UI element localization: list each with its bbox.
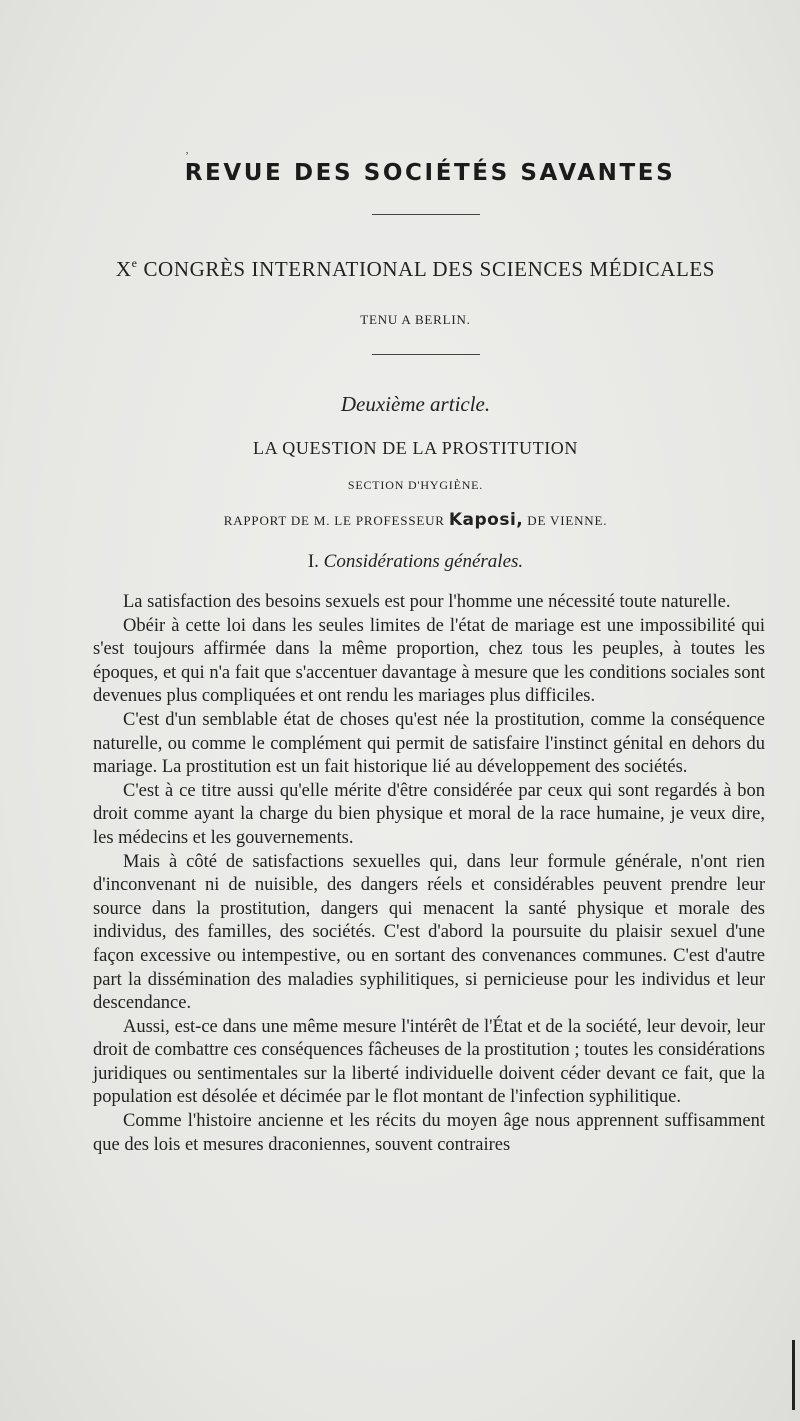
article-installment: Deuxième article. bbox=[340, 392, 491, 416]
paragraph: Mais à côté de satisfactions sexuelles qui, dans leur formule générale, n'ont rien d'inconvenant ni de nuisible, des dangers réels et considérables peuvent prendre leur source dans la prostitution, dangers qui menacent la santé physique et morale des individus, des familles, des sociétés. C'est d'abord la poursuite du plaisir sexuel d'une façon excessive ou intempestive, ou en sortant des convenances communes. C'est d'autre part la dissémination des maladies syphilitiques, si pernicieuse pour les individus et leur descendance. bbox=[93, 851, 765, 1014]
paragraph: Comme l'histoire ancienne et les récits du moyen âge nous apprennent suffisamment que des lois et mesures draconiennes, souvent contraires bbox=[93, 1111, 765, 1155]
rule-divider bbox=[372, 214, 480, 215]
journal-title: REVUE DES SOCIÉTÉS SAVANTES bbox=[184, 160, 676, 186]
section-label: SECTION D'HYGIÈNE. bbox=[347, 478, 484, 492]
stray-mark: ‚ bbox=[185, 142, 189, 156]
paragraph: La satisfaction des besoins sexuels est pour l'homme une nécessité toute naturelle. bbox=[123, 592, 731, 612]
report-suffix: DE VIENNE. bbox=[527, 513, 608, 528]
part-heading bbox=[93, 551, 738, 573]
rule-divider bbox=[372, 354, 480, 355]
paragraph: C'est à ce titre aussi qu'elle mérite d'être considérée par ceux qui sont regardés à bon droit comme ayant la charge du bien physique et moral de la race humaine, je veux dire, les médecins et les gouvernements. bbox=[93, 780, 765, 848]
page-edge-mark bbox=[792, 1340, 795, 1410]
article-body bbox=[93, 591, 765, 1157]
paragraph: Aussi, est-ce dans une même mesure l'intérêt de l'État et de la société, leur devoir, leur droit de combattre ces conséquences fâcheuses de la prostitution ; toutes les considérations juridiques ou sentimentales sur la liberté individuelle doivent céder devant ce fait, que la population est désolée et décimée par le flot montant de l'infection syphilitique. bbox=[93, 1016, 765, 1108]
congress-location: TENU A BERLIN. bbox=[360, 312, 471, 327]
congress-name: CONGRÈS INTERNATIONAL DES SCIENCES MÉDICALES bbox=[143, 257, 716, 281]
report-prefix: RAPPORT DE M. LE PROFESSEUR bbox=[223, 513, 445, 528]
author-name: Kaposi, bbox=[448, 510, 524, 530]
paragraph: C'est d'un semblable état de choses qu'est née la prostitution, comme la conséquence naturelle, ou comme le complément qui permit de satisfaire l'instinct génital en dehors du mariage. La prostitution est un fait historique lié au développement des sociétés. bbox=[93, 709, 765, 778]
report-byline bbox=[93, 510, 738, 530]
paragraph: Obéir à cette loi dans les seules limites de l'état de mariage est une impossibilité qui s'est toujours affirmée dans la même proportion, chez tous les peuples, à toutes les époques, et qui n'a fait que s'accentuer davantage à mesure que les conditions sociales sont devenues plus compliquées et ont rendu les mariages plus difficiles. bbox=[93, 615, 765, 707]
congress-title bbox=[93, 256, 738, 282]
part-title: Considérations générales. bbox=[323, 551, 524, 572]
part-number: I. bbox=[307, 551, 319, 572]
article-topic: LA QUESTION DE LA PROSTITUTION bbox=[253, 438, 578, 458]
congress-ordinal-suffix: e bbox=[131, 256, 138, 270]
congress-ordinal: X bbox=[115, 257, 132, 281]
